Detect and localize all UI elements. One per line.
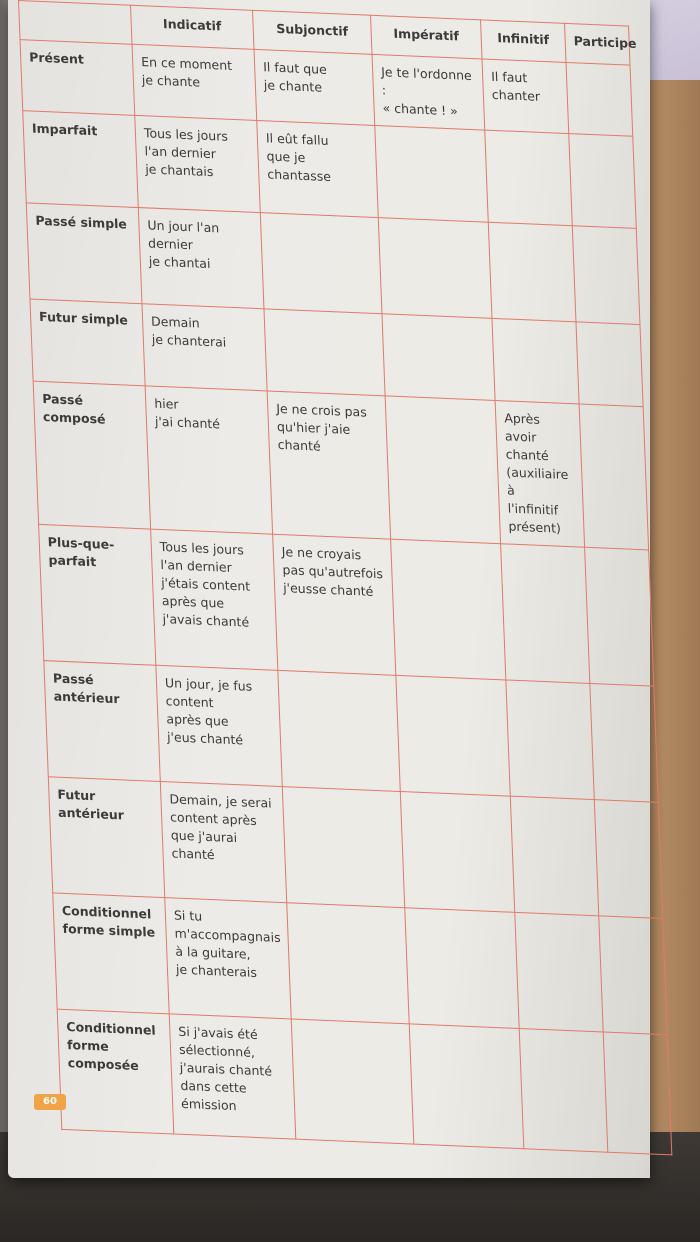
cell-text: En ce moment je chante	[140, 54, 233, 90]
table-cell	[132, 44, 257, 120]
cell-text: Un jour, je fus content après que j'eus chanté	[164, 675, 253, 748]
cell-text	[581, 235, 628, 237]
cell-text	[515, 689, 582, 692]
table-cell	[375, 125, 489, 222]
column-header-indicatif: Indicatif	[131, 5, 254, 49]
corner-cell	[19, 1, 132, 45]
cell-text	[501, 327, 568, 330]
table-cell	[372, 54, 485, 130]
table-cell	[267, 391, 390, 539]
row-label-text: Imparfait	[31, 120, 98, 139]
table-cell	[488, 222, 576, 322]
table-cell	[510, 796, 598, 916]
row-label	[48, 777, 164, 898]
cell-text: Il eût fallu que je chantasse	[265, 130, 332, 185]
cell-text: Il faut chanter	[490, 68, 541, 104]
row-label	[30, 299, 145, 386]
cell-text	[384, 134, 477, 138]
table-cell	[264, 309, 385, 396]
cell-text	[494, 139, 561, 142]
cell-text	[599, 692, 646, 694]
row-label	[26, 203, 142, 304]
cell-text	[608, 925, 655, 927]
table-row-passe-compose	[33, 381, 648, 550]
row-label-text: Présent	[28, 49, 85, 67]
table-cell	[254, 49, 375, 125]
column-header-subjonctif: Subjonctif	[253, 10, 372, 54]
cell-text: Demain, je serai content après que j'aurai chanté	[169, 791, 272, 863]
cell-text: Il faut que je chante	[262, 59, 328, 95]
table-cell	[519, 1029, 608, 1153]
table-cell	[165, 898, 291, 1019]
cell-text	[300, 1028, 401, 1032]
cell-text	[399, 548, 492, 552]
cell-text: Tous les jours l'an dernier je chantais	[143, 125, 229, 180]
cell-text: Je te l'ordonne : « chante ! »	[380, 64, 472, 119]
table-cell	[291, 1019, 414, 1144]
row-label-text: Conditionnel forme composée	[66, 1019, 156, 1074]
table-cell	[138, 208, 264, 309]
table-cell	[378, 218, 492, 319]
cell-text	[497, 231, 564, 234]
table-cell	[273, 534, 396, 675]
table-cell	[156, 665, 282, 786]
row-label	[44, 661, 160, 782]
cell-text	[612, 1041, 659, 1043]
cell-text: Je ne crois pas qu'hier j'aie chanté	[275, 400, 367, 454]
table-cell	[169, 1014, 296, 1139]
cell-text	[588, 413, 635, 415]
table-cell	[485, 130, 573, 226]
cell-text	[391, 323, 484, 327]
table-cell	[287, 903, 409, 1024]
table-cell	[569, 134, 637, 229]
cell-text	[418, 1033, 511, 1037]
table-cell	[278, 670, 400, 791]
cell-text	[291, 795, 392, 799]
table-cell	[566, 62, 633, 136]
cell-text: hier j'ai chanté	[153, 395, 221, 432]
table-cell	[396, 675, 510, 796]
row-label	[57, 1009, 174, 1134]
row-label-text: Passé antérieur	[52, 670, 120, 707]
table-cell	[142, 304, 267, 391]
column-header-imperatif: Impératif	[371, 15, 482, 59]
row-label	[53, 893, 169, 1014]
cell-text	[509, 553, 576, 556]
table-cell	[135, 115, 261, 212]
cell-text	[296, 912, 397, 916]
table-cell	[572, 226, 640, 325]
cell-text	[387, 226, 480, 230]
table-cell	[590, 683, 658, 802]
cell-text	[405, 684, 498, 688]
cell-text	[524, 921, 591, 924]
table-cell	[506, 680, 594, 800]
cell-text: Je ne croyais pas qu'autrefois j'eusse chanté	[281, 544, 384, 599]
table-cell	[594, 800, 662, 919]
column-header-participe: Participe	[565, 23, 630, 65]
table-cell	[495, 400, 584, 547]
cell-text	[287, 679, 388, 683]
table-cell	[151, 529, 278, 670]
table-cell	[482, 59, 569, 134]
table-cell	[579, 404, 648, 550]
row-label	[23, 111, 139, 208]
table-cell	[257, 121, 379, 218]
table-cell	[515, 912, 603, 1032]
table-cell	[409, 1024, 524, 1149]
row-label-text: Conditionnel forme simple	[61, 902, 156, 940]
table-row-plus-que-parfait	[39, 524, 654, 686]
table-cell	[599, 916, 667, 1035]
cell-text	[593, 556, 640, 558]
table-cell	[260, 213, 382, 314]
table-cell	[160, 781, 286, 902]
row-label	[39, 524, 156, 665]
table-cell	[391, 539, 506, 680]
cell-text: Après avoir chanté (auxiliaire à l'infinitif présent)	[503, 410, 569, 536]
column-header-infinitif: Infinitif	[481, 20, 566, 63]
table-cell	[585, 547, 654, 686]
row-label	[20, 40, 135, 116]
conjugation-table-wrap	[18, 0, 672, 1155]
cell-text	[603, 809, 650, 811]
table-cell	[382, 314, 495, 401]
table-cell	[603, 1032, 672, 1155]
cell-text	[394, 405, 487, 409]
row-label-text: Futur antérieur	[57, 786, 125, 823]
table-cell	[282, 787, 404, 908]
cell-text: Si j'avais été sélectionné, j'aurais chanté dans cette émission	[178, 1023, 273, 1114]
conjugation-table	[18, 0, 672, 1155]
table-cell	[576, 322, 643, 407]
row-label	[33, 381, 150, 529]
cell-text: Un jour l'an dernier je chantai	[147, 217, 220, 272]
cell-text	[585, 331, 632, 333]
row-label-text: Futur simple	[38, 308, 129, 328]
cell-text	[575, 71, 622, 73]
cell-text	[273, 318, 374, 322]
table-row-conditionnel-compose	[57, 1009, 672, 1155]
table-cell	[400, 792, 514, 913]
cell-text	[519, 805, 586, 808]
cell-text	[414, 917, 507, 921]
table-cell	[385, 396, 500, 544]
cell-text	[578, 142, 625, 144]
cell-text	[409, 800, 502, 804]
book-page	[8, 0, 650, 1178]
cell-text: Si tu m'accompagnais à la guitare, je chanterais	[173, 907, 281, 981]
row-label-text: Passé simple	[35, 212, 128, 232]
table-cell	[501, 544, 590, 684]
row-label-text: Plus-que- parfait	[47, 534, 115, 570]
table-cell	[492, 318, 579, 404]
row-label-text: Passé composé	[41, 391, 106, 427]
table-cell	[405, 908, 519, 1029]
page-number-badge: 60	[34, 1094, 66, 1110]
cell-text: Tous les jours l'an dernier j'étais content après que j'avais chanté	[159, 538, 251, 630]
table-cell	[145, 386, 272, 534]
cell-text	[269, 222, 370, 226]
cell-text: Demain je chanterai	[150, 313, 227, 350]
cell-text	[528, 1037, 595, 1040]
